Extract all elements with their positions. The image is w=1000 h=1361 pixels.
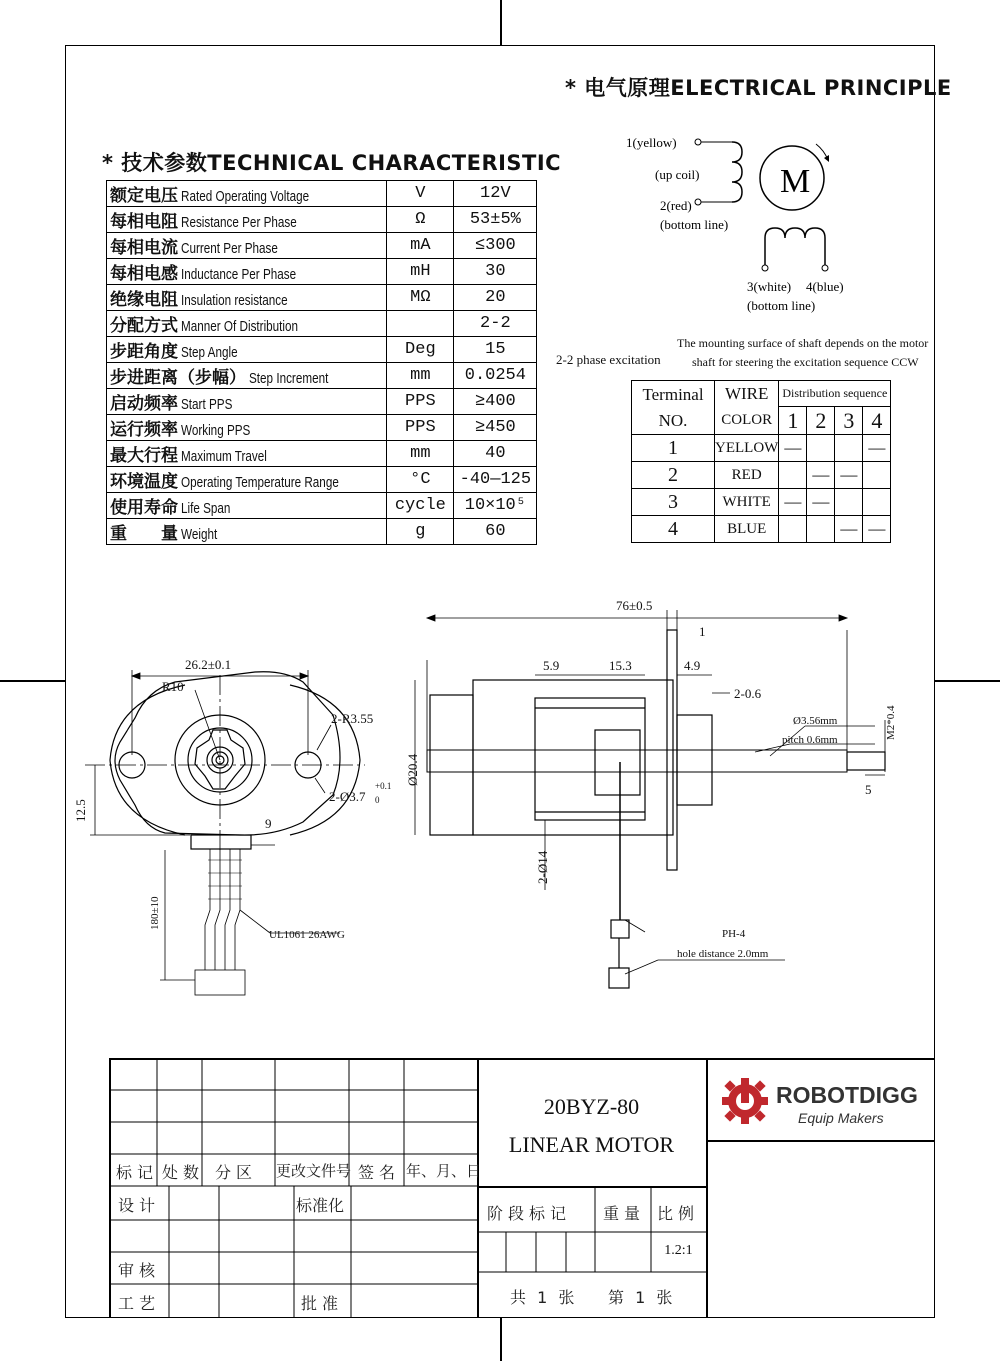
border-right-tick [935,680,1000,682]
dim-2d37-tol-up: +0.1 [375,781,392,791]
spec-name-en: Weight [181,526,218,543]
spec-value: 20 [454,285,537,311]
spec-name-cn: 绝缘电阻 [110,290,178,310]
front-view [110,672,360,849]
spec-unit [387,311,454,337]
spec-unit: MΩ [387,285,454,311]
spec-name-cn: 运行频率 [110,420,178,440]
dim-2r355: 2-R3.55 [331,711,374,726]
spec-unit: °C [387,467,454,493]
spec-name [107,389,387,415]
sequence-row [632,435,891,462]
spec-row [107,259,537,285]
spec-row [107,493,537,519]
spec-name-en: Manner Of Distribution [181,318,299,335]
dim-screw: Ø3.56mm [793,715,838,727]
spec-row [107,519,537,545]
tb-zone: 分区 [215,1163,258,1182]
spec-name-cn: 每相电流 [110,238,178,258]
spec-name [107,285,387,311]
sequence-mark [779,516,807,543]
label-4-blue: 4(blue) [806,279,844,294]
sequence-mark [863,462,891,489]
spec-unit: Ω [387,207,454,233]
spec-name [107,363,387,389]
spec-name-en: Step Angle [181,344,238,361]
dim-9: 9 [265,816,272,831]
dim-2d37-tol-dn: 0 [375,795,380,805]
spec-row [107,337,537,363]
distribution-header: Distribution sequence [779,381,891,407]
terminal-header: Terminal [642,384,704,404]
sequence-mark: — [863,516,891,543]
spec-name-cn: 步进距离（步幅） [110,368,246,388]
dim-1: 1 [699,624,706,639]
terminal-no: 2 [632,462,715,489]
spec-value: 0.0254 [454,363,537,389]
border-left-tick [0,680,65,682]
spec-row [107,363,537,389]
tb-design: 设计 [118,1196,161,1215]
dim-2d14: 2-Ø14 [535,850,550,884]
spec-value: 60 [454,519,537,545]
dim-2d37: 2-Ø3.7 [329,789,366,804]
tb-sheets: 共 1 张 [510,1288,578,1307]
dim-r10: R10 [162,679,184,694]
spec-row [107,311,537,337]
spec-value: 40 [454,441,537,467]
spec-name [107,519,387,545]
spec-name-en: Maximum Travel [181,448,267,465]
sequence-mark [807,435,835,462]
spec-name [107,415,387,441]
spec-value: 12V [454,181,537,207]
sequence-row [632,462,891,489]
tb-review: 审核 [118,1261,161,1280]
sequence-row [632,516,891,543]
robotdigg-logo-icon [720,1076,770,1126]
dim-5: 5 [865,782,872,797]
spec-row [107,415,537,441]
brand-name: ROBOTDIGG [776,1082,918,1108]
spec-name-cn: 步距角度 [110,342,178,362]
tb-approve: 批准 [301,1294,344,1313]
electrical-heading: * 电气原理ELECTRICAL PRINCIPLE [565,76,952,100]
spec-name-en: Inductance Per Phase [181,266,297,283]
brand-tagline: Equip Makers [798,1110,884,1126]
spec-name [107,467,387,493]
mounting-note-2: shaft for steering the excitation sequence CCW [692,355,919,369]
tb-sheet: 第 1 张 [608,1288,676,1307]
title-block-logo-line [706,1140,935,1142]
spec-name-cn: 分配方式 [110,316,178,336]
model-number: 20BYZ-80 [543,1094,640,1119]
spec-value: ≤300 [454,233,537,259]
terminal-no-header: NO. [658,410,688,430]
spec-unit: mm [387,363,454,389]
spec-name-cn: 最大行程 [110,446,178,466]
spec-name-cn: 每相电阻 [110,212,178,232]
label-bottom-line-1: (bottom line) [660,217,729,232]
technical-heading: * 技术参数TECHNICAL CHARACTERISTIC [102,151,562,175]
spec-unit: Deg [387,337,454,363]
step-3: 3 [835,407,863,435]
border-bottom-tick [500,1318,502,1361]
side-view [427,630,885,988]
spec-value: ≥450 [454,415,537,441]
spec-name [107,259,387,285]
dim-5-9: 5.9 [543,658,560,673]
spec-name-cn: 使用寿命 [110,498,178,518]
mechanical-drawing [65,590,935,1050]
connector-label: PH-4 [722,928,746,940]
spec-name [107,441,387,467]
spec-name-cn: 额定电压 [110,186,178,206]
spec-name [107,181,387,207]
spec-name [107,493,387,519]
tb-doc: 更改文件号 [276,1162,352,1180]
label-2-red: 2(red) [660,198,692,213]
spec-name [107,207,387,233]
spec-name-en: Start PPS [181,396,233,413]
spec-value: 10×10⁵ [454,493,537,519]
terminal-no: 3 [632,489,715,516]
label-bottom-line-2: (bottom line) [747,298,816,313]
hole-distance-label: hole distance 2.0mm [677,948,769,960]
wire-header: WIRE [715,381,779,407]
sequence-mark [807,516,835,543]
spec-row [107,181,537,207]
spec-unit: PPS [387,389,454,415]
tb-stage: 阶段标记 [487,1204,572,1223]
spec-unit: PPS [387,415,454,441]
spec-table [106,180,537,545]
spec-row [107,441,537,467]
sequence-mark: — [807,462,835,489]
spec-row [107,285,537,311]
excitation-label: 2-2 phase excitation [556,352,661,367]
mounting-note-1: The mounting surface of shaft depends on the motor [677,336,929,350]
spec-name-en: Working PPS [181,422,251,439]
dim-12-5: 12.5 [73,799,88,822]
label-1-yellow: 1(yellow) [626,135,677,150]
border-top-tick [500,0,502,45]
spec-name-en: Step Increment [249,370,329,387]
spec-name-cn: 环境温度 [110,472,178,492]
label-up-coil: (up coil) [655,167,700,182]
sequence-mark: — [835,462,863,489]
terminal-no: 4 [632,516,715,543]
sequence-mark [835,435,863,462]
dim-d20: Ø20.4 [405,753,420,786]
step-2: 2 [807,407,835,435]
spec-name-en: Insulation resistance [181,292,288,309]
spec-value: ≥400 [454,389,537,415]
tb-scale: 1.2:1 [664,1243,693,1258]
tb-sign: 签名 [358,1163,401,1182]
spec-row [107,207,537,233]
spec-name-cn: 每相电感 [110,264,178,284]
label-3-white: 3(white) [747,279,792,294]
spec-name-cn: 重 量 [110,524,178,544]
sequence-mark: — [779,489,807,516]
dim-2-0-6: 2-0.6 [734,686,762,701]
sequence-row [632,489,891,516]
tb-mark: 标记 [116,1163,159,1182]
sequence-mark: — [779,435,807,462]
spec-unit: mH [387,259,454,285]
sequence-table [631,380,891,543]
spec-name [107,337,387,363]
spec-row [107,233,537,259]
terminal-no: 1 [632,435,715,462]
dim-4-9: 4.9 [684,658,701,673]
step-4: 4 [863,407,891,435]
spec-row [107,389,537,415]
spec-value: 30 [454,259,537,285]
spec-value: 15 [454,337,537,363]
spec-name [107,311,387,337]
product-name: LINEAR MOTOR [508,1132,675,1157]
spec-row [107,467,537,493]
sequence-mark [835,489,863,516]
dim-pitch: pitch 0.6mm [782,734,838,746]
spec-name-en: Rated Operating Voltage [181,188,310,205]
tb-place: 处数 [162,1163,205,1182]
spec-name-en: Life Span [181,500,231,517]
dim-15-3: 15.3 [609,658,632,673]
sequence-mark: — [863,435,891,462]
spec-unit: mA [387,233,454,259]
color-header: COLOR [715,407,779,435]
tb-weight: 重量 [603,1204,646,1223]
sequence-mark [863,489,891,516]
dim-overall: 76±0.5 [616,598,653,613]
dim-180: 180±10 [149,896,161,930]
tb-ratio: 比例 [657,1204,700,1223]
spec-value: -40—125 [454,467,537,493]
spec-unit: cycle [387,493,454,519]
wire-color: BLUE [715,516,779,543]
dim-m2: M2*0.4 [885,705,897,740]
wire-color: RED [715,462,779,489]
spec-name-en: Resistance Per Phase [181,214,297,231]
tb-craft: 工艺 [118,1294,161,1313]
spec-value: 53±5% [454,207,537,233]
sequence-mark [779,462,807,489]
wire-color: YELLOW [715,435,779,462]
spec-unit: g [387,519,454,545]
spec-name-en: Current Per Phase [181,240,278,257]
step-1: 1 [779,407,807,435]
motor-symbol: M [780,163,811,200]
spec-unit: mm [387,441,454,467]
dim-26: 26.2±0.1 [185,657,232,672]
spec-unit: V [387,181,454,207]
spec-name [107,233,387,259]
spec-name-en: Operating Temperature Range [181,474,339,491]
spec-name-cn: 启动频率 [110,394,178,414]
tb-standard: 标准化 [296,1196,345,1215]
revision-grid [109,1058,482,1318]
wire-color: WHITE [715,489,779,516]
cable-spec: UL1061 26AWG [269,929,345,941]
tb-date: 年、月、日 [406,1162,482,1180]
sequence-mark: — [807,489,835,516]
sequence-mark: — [835,516,863,543]
spec-value: 2-2 [454,311,537,337]
